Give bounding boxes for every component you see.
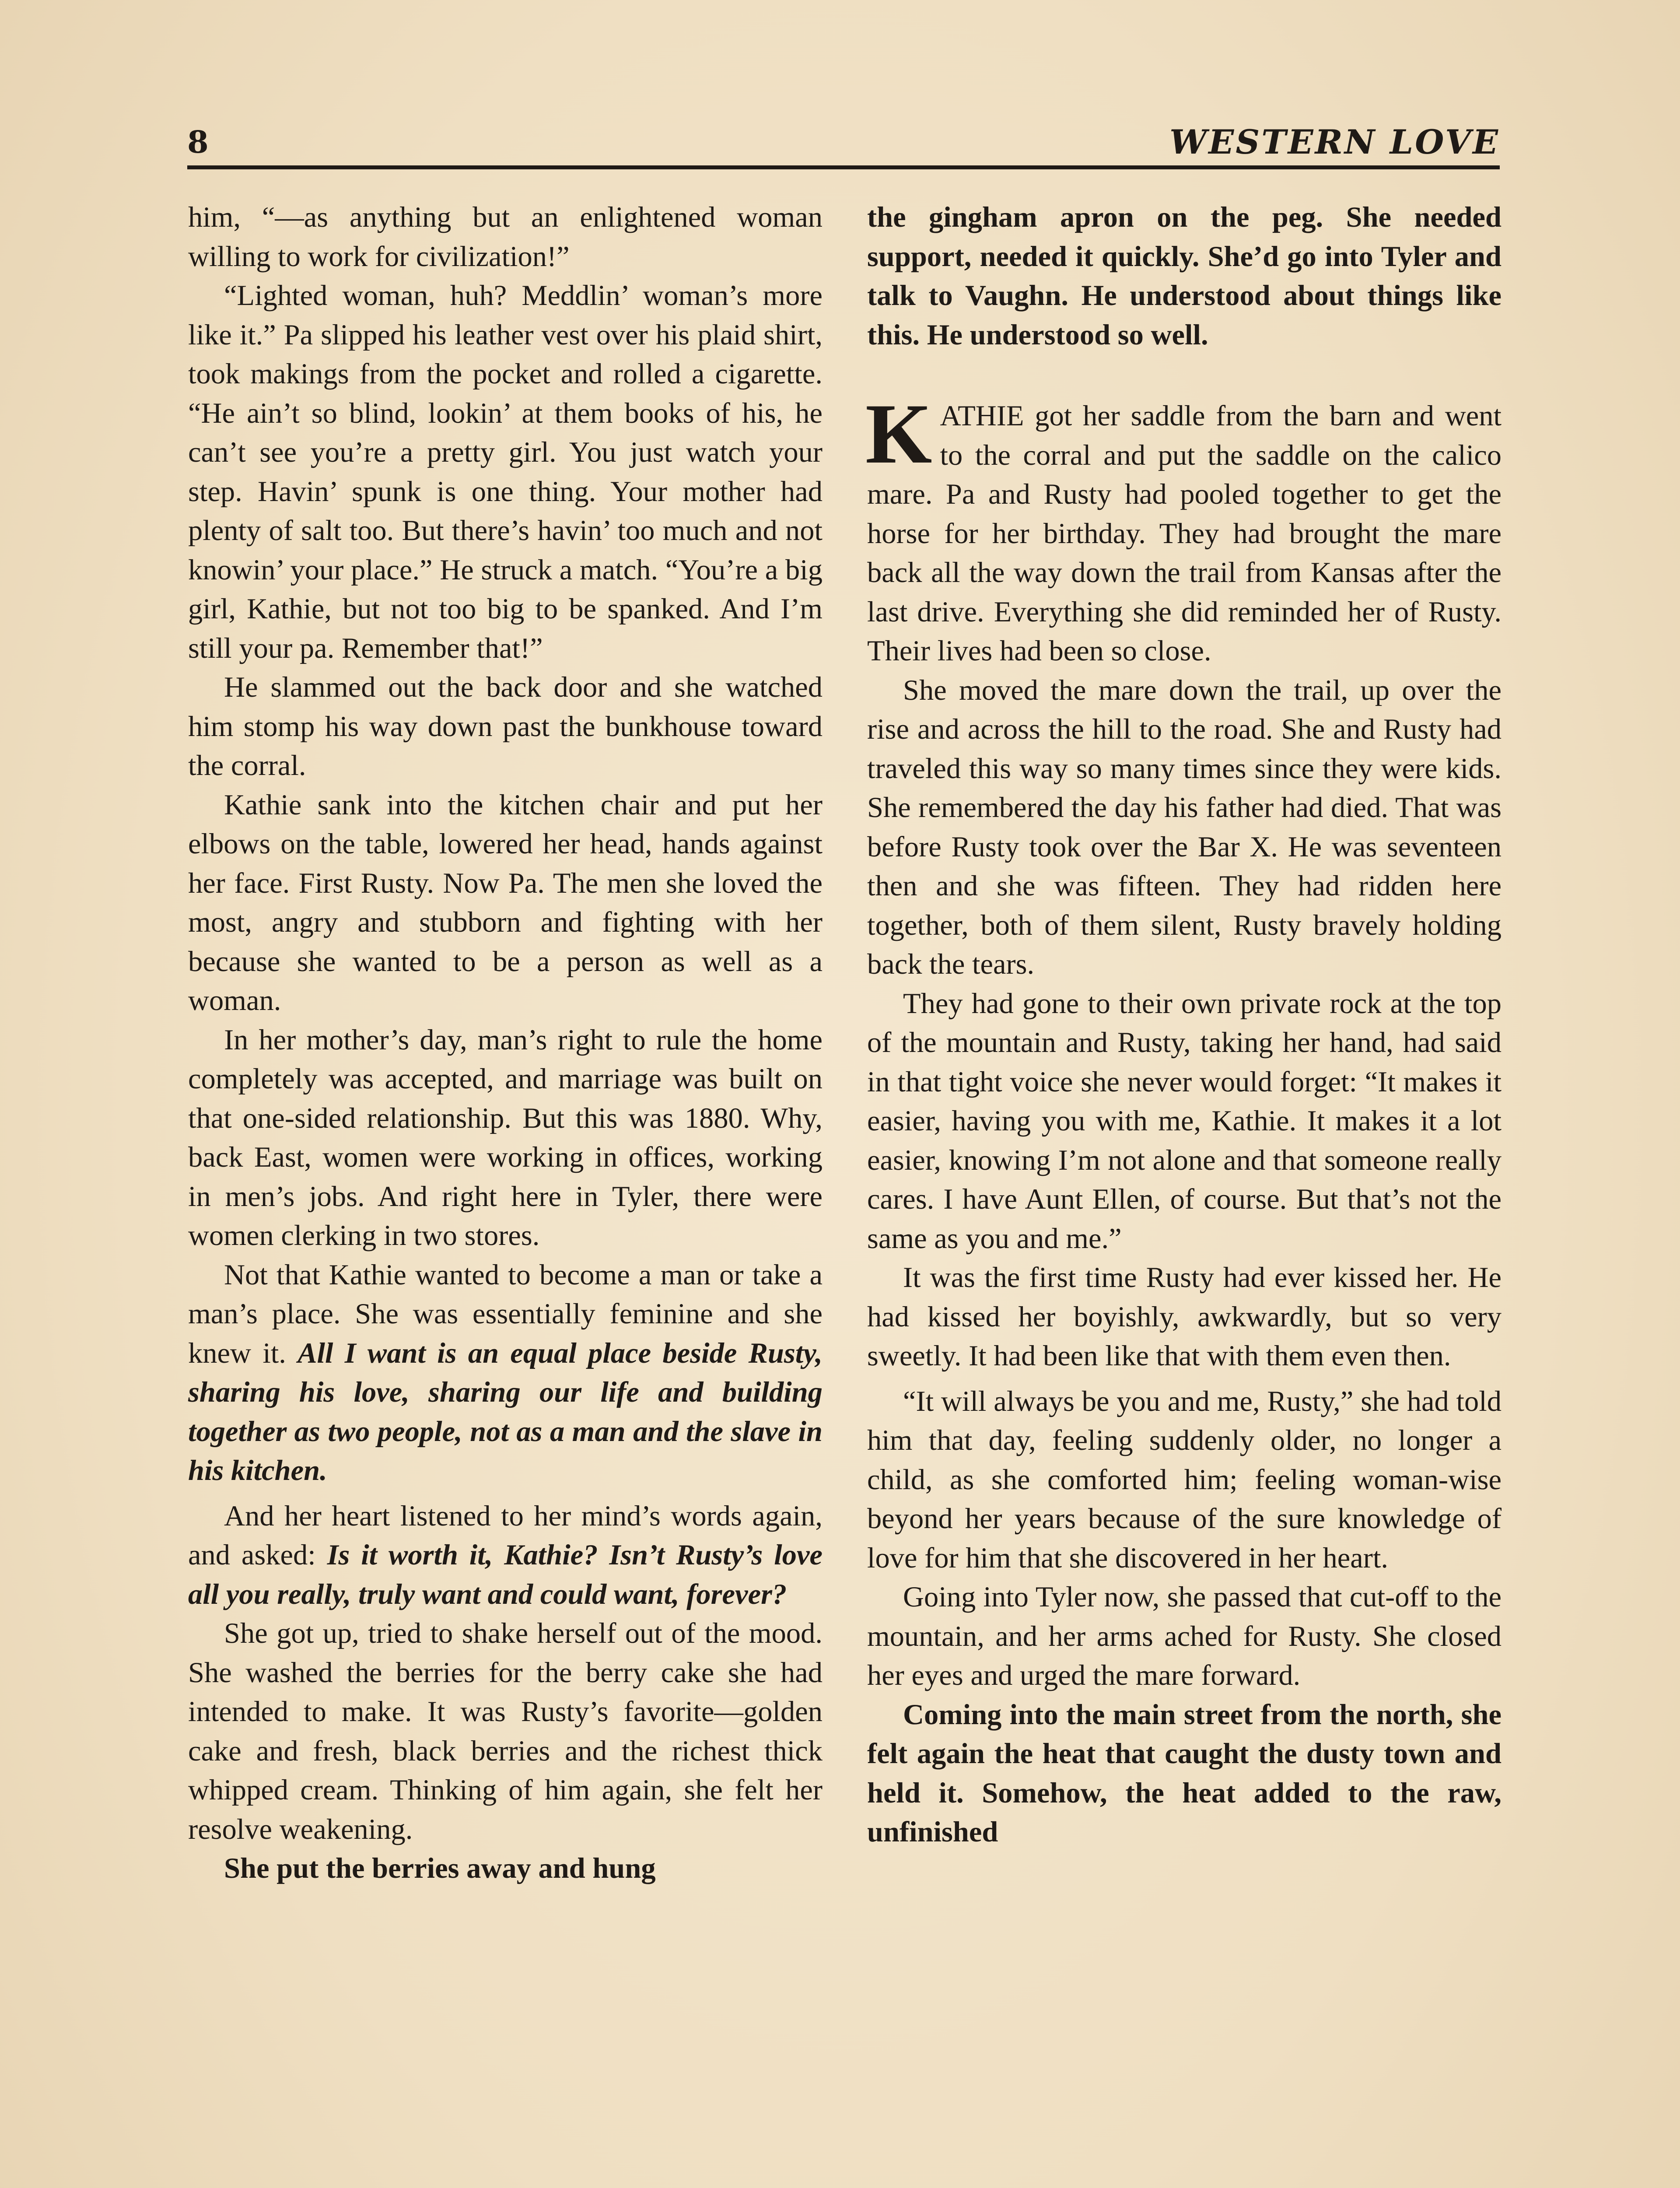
italic-thought: Is it worth it, Kathie? Isn’t Rusty’s love all you really, truly want and could want, forever? bbox=[188, 1539, 822, 1610]
italic-thought: All I want is an equal place beside Rusty, sharing his love, sharing our life and building together as two people, not as a man and the slave in his kitchen. bbox=[188, 1337, 823, 1487]
paragraph bbox=[188, 1497, 822, 1614]
section-opening-paragraph bbox=[865, 386, 1502, 671]
paragraph: Coming into the main street from the north, she felt again the heat that caught the dusty town and held it. Somehow, the heat added to the raw, unfinished bbox=[867, 1698, 1502, 1848]
page-header bbox=[187, 118, 1500, 166]
paragraph: He slammed out the back door and she watched him stomp his way down past the bunkhouse toward the corral. bbox=[188, 671, 822, 782]
paragraph: They had gone to their own private rock at the top of the mountain and Rusty, taking her hand, had said in that tight voice she never would forget: “It makes it easier, having you with me, Kathie. It makes it a lot easier, knowing I’m not alone and that someone really cares. I have Aunt Ellen, of course. But that’s not the same as you and me.” bbox=[867, 987, 1502, 1255]
paragraph: In her mother’s day, man’s right to rule the home completely was accepted, and marriage was built on that one-sided relationship. But this was 1880. Why, back East, women were working in offices, working in men’s jobs. And right here in Tyler, there were women clerking in two stores. bbox=[188, 1024, 822, 1252]
page-number: 8 bbox=[187, 124, 209, 160]
paragraph: Going into Tyler now, she passed that cut-off to the mountain, and her arms ached for Rusty. She closed her eyes and urged the mare forward. bbox=[867, 1581, 1502, 1691]
right-column bbox=[867, 198, 1502, 1852]
paragraph-text: And her heart listened to her mind’s words again, and asked: bbox=[188, 1500, 822, 1571]
paragraph: “It will always be you and me, Rusty,” she had told him that day, feeling suddenly older, no longer a child, as she comforted him; feeling woman-wise beyond her years because of the sure knowledge of love for him that she discovered in her heart. bbox=[867, 1385, 1502, 1574]
paragraph: She put the berries away and hung bbox=[224, 1852, 656, 1884]
paragraph-text: ATHIE got her saddle from the barn and went to the corral and put the saddle on the calico mare. Pa and Rusty had pooled together to get the horse for her birthday. They had brought the mare back all the way down the trail from Kansas after the last drive. Everything she did reminded her of Rusty. Their lives had been so close. bbox=[867, 400, 1502, 667]
paragraph: She got up, tried to shake herself out of the mood. She washed the berries for the berry cake she had intended to make. It was Rusty’s favorite—golden cake and fresh, black berries and the richest thick whipped cream. Thinking of him again, she felt her resolve weakening. bbox=[188, 1617, 822, 1845]
paragraph: She moved the mare down the trail, up over the rise and across the hill to the road. She and Rusty had traveled this way so many times since they were kids. She remembered the day his father had died. That was before Rusty took over the Bar X. He was seventeen then and she was fifteen. They had ridden here together, both of them silent, Rusty bravely holding back the tears. bbox=[867, 674, 1502, 980]
paragraph: him, “—as anything but an enlightened woman willing to work for civilization!” bbox=[188, 201, 822, 273]
paragraph: “Lighted woman, huh? Meddlin’ woman’s more like it.” Pa slipped his leather vest over his plaid shirt, took makings from the pocket and rolled a cigarette. “He ain’t so blind, lookin’ at them books of his, he can’t see you’re a pretty girl. You just watch your step. Havin’ spunk is one thing. Your mother had plenty of salt too. But there’s havin’ too much and not knowin’ your place.” He struck a match. “You’re a big girl, Kathie, but not too big to be spanked. And I’m still your pa. Remember that!” bbox=[188, 280, 822, 664]
header-rule bbox=[187, 165, 1500, 169]
running-title: WESTERN LOVE bbox=[1169, 123, 1500, 161]
paragraph: the gingham apron on the peg. She needed support, needed it quickly. She’d go into Tyler and talk to Vaughn. He understood about things like this. He understood so well. bbox=[867, 201, 1502, 351]
paragraph: Kathie sank into the kitchen chair and put her elbows on the table, lowered her head, hands against her face. First Rusty. Now Pa. The men she loved the most, angry and stubborn and fighting with her because she wanted to be a person as well as a woman. bbox=[188, 789, 822, 1017]
drop-cap: K bbox=[865, 386, 932, 481]
left-column bbox=[188, 198, 822, 1888]
paragraph-text: Not that Kathie wanted to become a man or take a man’s place. She was essentially feminine and she knew it. bbox=[188, 1259, 822, 1369]
paragraph: It was the first time Rusty had ever kissed her. He had kissed her boyishly, awkwardly, but so very sweetly. It had been like that with them even then. bbox=[867, 1262, 1502, 1372]
paragraph bbox=[188, 1255, 822, 1490]
